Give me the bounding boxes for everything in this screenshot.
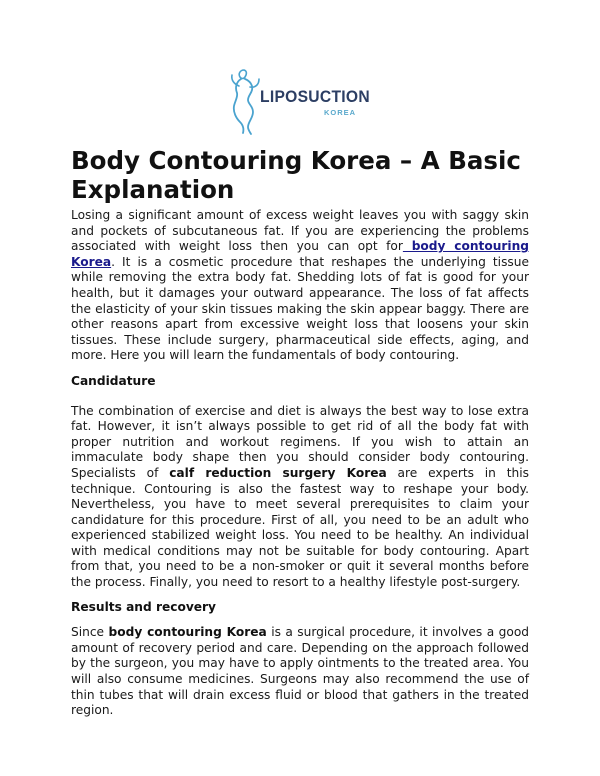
body-contouring-keyword: body contouring Korea — [108, 625, 267, 640]
candidature-paragraph — [71, 404, 529, 591]
intro-text-before: Losing a significant amount of excess weight leaves you with saggy skin and pockets of subcutaneous fat. If you are experiencing the problems associated with weight loss then you can opt for — [71, 208, 529, 254]
candidature-text-before: The combination of exercise and diet is always the best way to lose extra fat. However, it isn’t always possible to get rid of all the body fat with proper nutrition and workout regimens. If you wish to attain an immaculate body shape then you should consider body contouring. Specialists of — [71, 403, 529, 480]
candidature-heading: Candidature — [71, 373, 156, 388]
results-paragraph — [71, 625, 529, 719]
site-logo[interactable] — [226, 66, 376, 136]
candidature-text-after: are experts in this technique. Contouring is also the fastest way to reshape your body. Nevertheless, you have to meet several prerequisites to claim your candidature for this procedure. First of all, you need to be an adult who experienced stabilized weight loss. You need to be healthy. An individual with medical conditions may not be suitable for body contouring. Apart from that, you need to be a non-smoker or quit it several months before the process. Finally, you need to resort to a healthy lifestyle post-surgery. — [71, 465, 529, 590]
intro-text-after: . It is a cosmetic procedure that reshapes the underlying tissue while removing the extra body fat. Shedding lots of fat is good for your health, but it damages your outward appearance. The loss of fat affects the elasticity of your skin tissues making the skin appear baggy. There are other reasons apart from excessive weight loss that loosens your skin tissues. These include surgery, pharmaceutical side effects, aging, and more. Here you will learn the fundamentals of body contouring. — [71, 254, 529, 363]
results-heading: Results and recovery — [71, 599, 216, 614]
intro-paragraph — [71, 208, 529, 364]
page-title: Body Contouring Korea – A Basic Explanation — [71, 146, 521, 204]
logo-subtitle: KOREA — [324, 108, 357, 117]
results-text-before: Since — [71, 625, 109, 640]
calf-reduction-keyword: calf reduction surgery Korea — [169, 465, 387, 480]
body-contouring-link[interactable]: body contouring Korea — [71, 239, 529, 269]
article — [71, 146, 529, 719]
logo-name: LIPOSUCTION — [260, 87, 370, 106]
results-text-after: is a surgical procedure, it involves a good amount of recovery period and care. Depending on the approach followed by the surgeon, you may have to apply ointments to the treated area. You will also consume medicines. Surgeons may also recommend the use of thin tubes that will drain excess fluid or blood that gathers in the treated region. — [71, 625, 530, 718]
